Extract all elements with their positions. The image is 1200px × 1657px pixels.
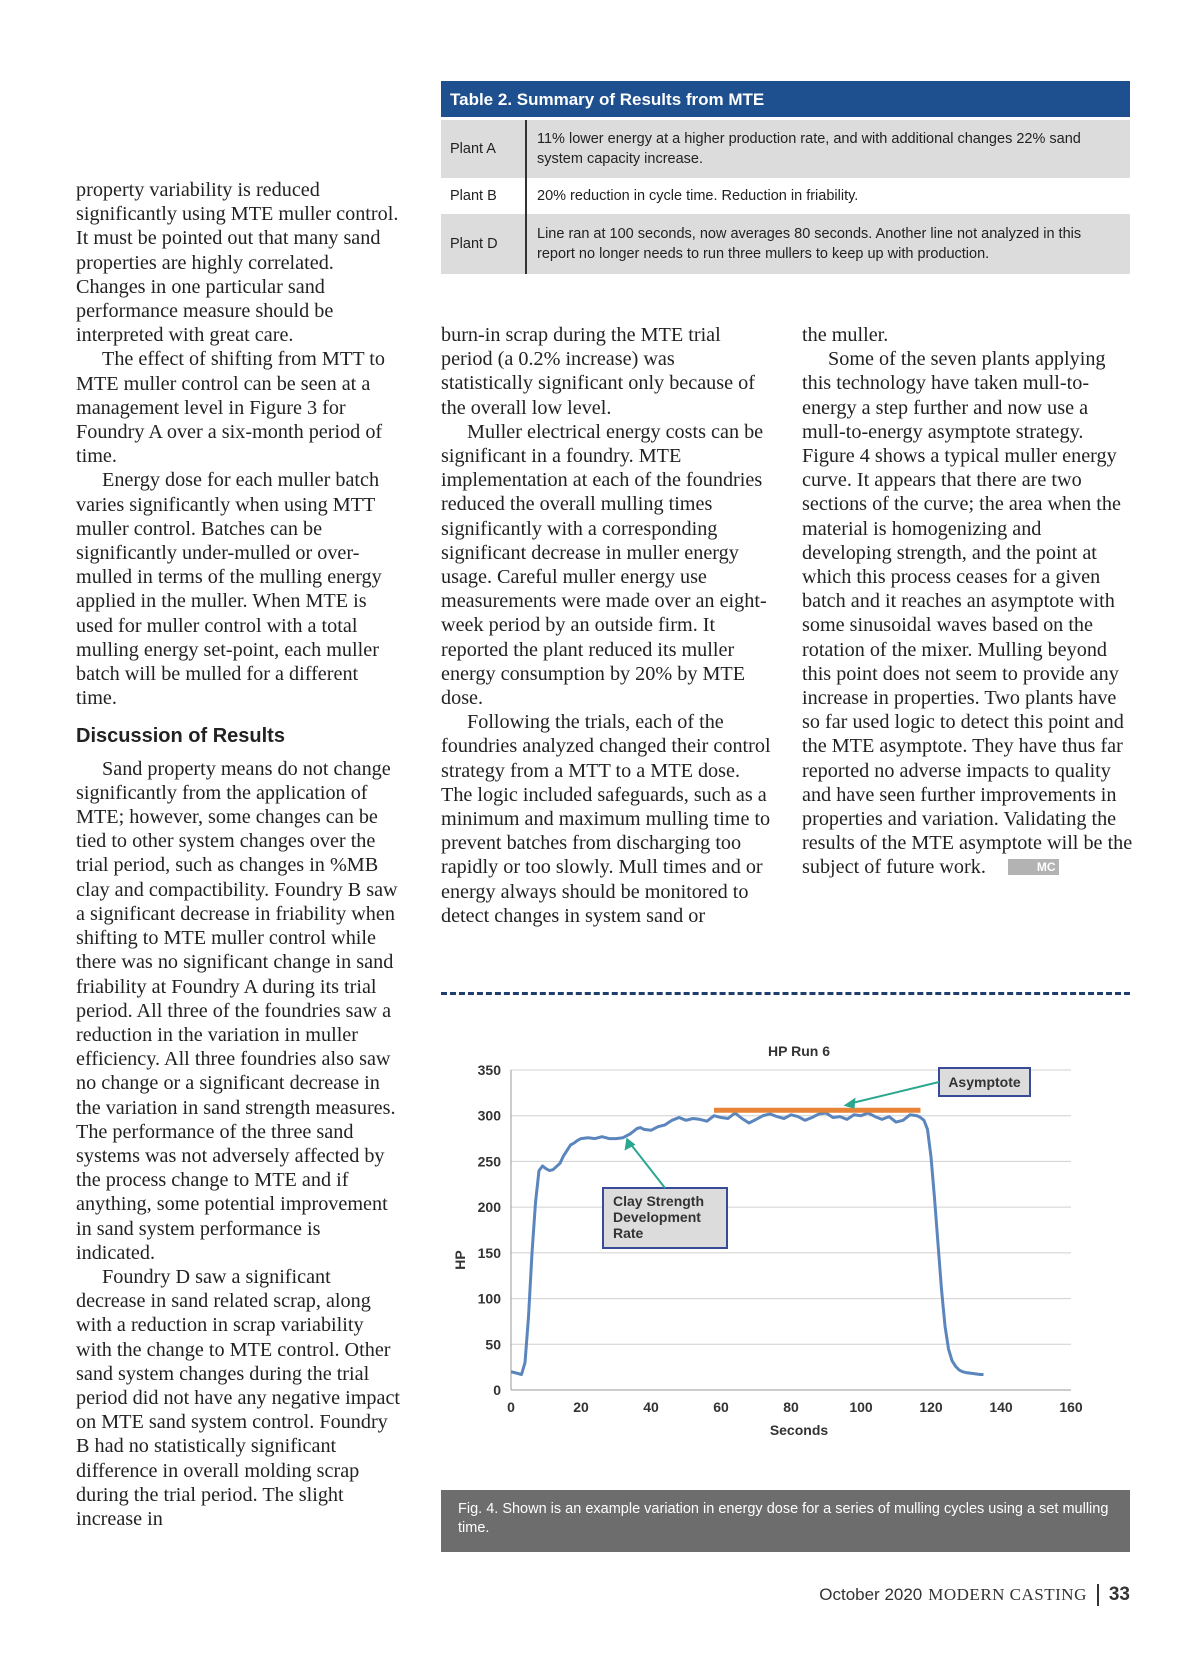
paragraph: Foundry D saw a significant decrease in sand related scrap, along with a reduction in scrap variability with the change to MTE control. Other sand system changes during the trial period did not have any negative impact on MTE sand system control. Foundry B had no statistically significant difference in overall molding scrap during the trial period. The slight increase in [76, 1265, 401, 1530]
end-mark-logo: MC [1008, 859, 1059, 875]
y-tick-label: 0 [493, 1382, 501, 1398]
table-plant-cell: Plant A [441, 120, 527, 178]
asymptote-arrowhead [844, 1098, 856, 1109]
x-tick-label: 120 [919, 1399, 943, 1415]
figure-caption: Fig. 4. Shown is an example variation in energy dose for a series of mulling cycles using a set mulling time. [441, 1490, 1130, 1552]
paragraph [802, 347, 1134, 879]
table-row [441, 214, 1130, 274]
chart-series [511, 1113, 984, 1375]
y-tick-label: 200 [477, 1199, 501, 1216]
paragraph: Energy dose for each muller batch varies significantly when using MTT muller control. Batches can be significantly under-mulled or over-mulled in terms of the mulling energy applied in the muller. When MTE is used for muller control with a total mulling energy set-point, each muller batch will be mulled for a different time. [76, 469, 382, 710]
magazine-name: MODERN CASTING [928, 1585, 1087, 1604]
hp-run-chart [441, 1040, 1130, 1480]
x-tick-label: 100 [849, 1399, 873, 1415]
x-tick-label: 140 [989, 1399, 1013, 1415]
table-row [441, 120, 1130, 178]
paragraph: the muller. [802, 324, 889, 346]
x-tick-label: 80 [783, 1399, 799, 1415]
paragraph: Sand property means do not change significantly from the application of MTE; however, some changes can be tied to other system changes over the trial period, such as changes in %MB clay and compactibility. Foundry B saw a significant decrease in friability when shifting to MTE muller control while there was no significant change in sand friability at Foundry A during its trial period. All three of the foundries saw a reduction in the variation in muller efficiency. All three foundries also saw no change or a significant decrease in the variation in sand strength measures. The performance of the three sand systems was not adversely affected by the process change to MTE and if anything, some potential improvement in sand system performance is indicated. [76, 757, 398, 1264]
y-tick-label: 150 [477, 1244, 501, 1261]
article-column-1 [76, 178, 401, 1531]
chart-title: HP Run 6 [768, 1043, 830, 1059]
chart-grid [511, 1070, 1071, 1390]
hp-series-line [511, 1113, 984, 1375]
table-result-cell: Line ran at 100 seconds, now averages 80 seconds. Another line not analyzed in this report no longer needs to run three mullers to keep up with production. [537, 226, 1082, 262]
page-footer [819, 1584, 1130, 1606]
y-tick-label: 100 [477, 1290, 501, 1307]
table-title: Table 2. Summary of Results from MTE [441, 81, 1130, 117]
table-plant-cell: Plant B [441, 178, 527, 214]
clay-strength-label-line: Development [613, 1209, 701, 1225]
section-heading: Discussion of Results [76, 725, 285, 748]
y-tick-label: 250 [477, 1153, 501, 1170]
table-plant-cell: Plant D [441, 214, 527, 274]
article-column-2 [441, 323, 771, 928]
paragraph: Following the trials, each of the foundries analyzed changed their control strategy from a MTT to a MTE dose. The logic included safeguards, such as a minimum and maximum mulling time to prevent batches from discharging too rapidly or too slowly. Mull times and or energy always should be monitored to detect changes in system sand or [441, 711, 771, 927]
asymptote-arrow [850, 1082, 940, 1104]
clay-strength-arrow [630, 1143, 666, 1188]
issue-date: October 2020 [819, 1585, 923, 1604]
y-tick-label: 50 [485, 1336, 501, 1353]
asymptote-label: Asymptote [948, 1074, 1021, 1090]
y-axis-label: HP [452, 1250, 468, 1270]
paragraph: burn-in scrap during the MTE trial period (a 0.2% increase) was statistically significant only because of the overall low level. [441, 324, 755, 419]
table-result-cell: 20% reduction in cycle time. Reduction in friability. [537, 188, 859, 204]
clay-strength-label-line: Clay Strength [613, 1193, 705, 1209]
x-tick-label: 40 [643, 1399, 659, 1415]
x-tick-label: 160 [1059, 1399, 1083, 1415]
x-tick-label: 60 [713, 1399, 729, 1415]
paragraph: Muller electrical energy costs can be significant in a foundry. MTE implementation at each of the foundries reduced the overall mulling times significantly with a corresponding significant decrease in muller energy usage. Careful muller energy use measurements were made over an eight-week period by an outside firm. It reported the plant reduced its muller energy consumption by 20% by MTE dose. [441, 420, 767, 710]
table-row [441, 178, 1130, 214]
chart-annotations [603, 1068, 1030, 1248]
paragraph: The effect of shifting from MTT to MTE muller control can be seen at a management level in Figure 3 for Foundry A over a six-month period of time. [76, 348, 385, 468]
results-table [441, 81, 1130, 274]
paragraph: property variability is reduced significantly using MTE muller control. It must be pointed out that many sand properties are highly correlated. Changes in one particular sand performance measure should be interpreted with great care. [76, 179, 399, 347]
section-divider [441, 992, 1130, 995]
y-tick-label: 350 [477, 1062, 501, 1078]
clay-strength-label-line: Rate [613, 1225, 644, 1241]
article-column-3 [802, 323, 1134, 880]
x-tick-label: 20 [573, 1399, 589, 1415]
chart-axes [452, 1043, 1083, 1438]
page-number: 33 [1108, 1584, 1130, 1605]
footer-separator [1097, 1584, 1099, 1606]
paragraph-text: Some of the seven plants applying this technology have taken mull-to-energy a step further and now use a mull-to-energy asymptote strategy. Figure 4 shows a typical muller energy curve. It appears that there are two sections of the curve; the area when the material is homogenizing and developing strength, and the point at which this process ceases for a given batch and it reaches an asymptote with some sinusoidal waves based on the rotation of the mixer. Mulling beyond this point does not seem to provide any increase in properties. Two plants have so far used logic to detect this point and the MTE asymptote. They have thus far reported no adverse impacts to quality and have seen further improvements in properties and variation. Validating the results of the MTE asymptote will be the subject of future work. [802, 348, 1133, 879]
x-axis-label: Seconds [769, 1422, 829, 1438]
y-tick-label: 300 [477, 1107, 501, 1124]
x-tick-label: 0 [507, 1399, 515, 1415]
table-result-cell: 11% lower energy at a higher production rate, and with additional changes 22% sand system capacity increase. [537, 131, 1081, 167]
